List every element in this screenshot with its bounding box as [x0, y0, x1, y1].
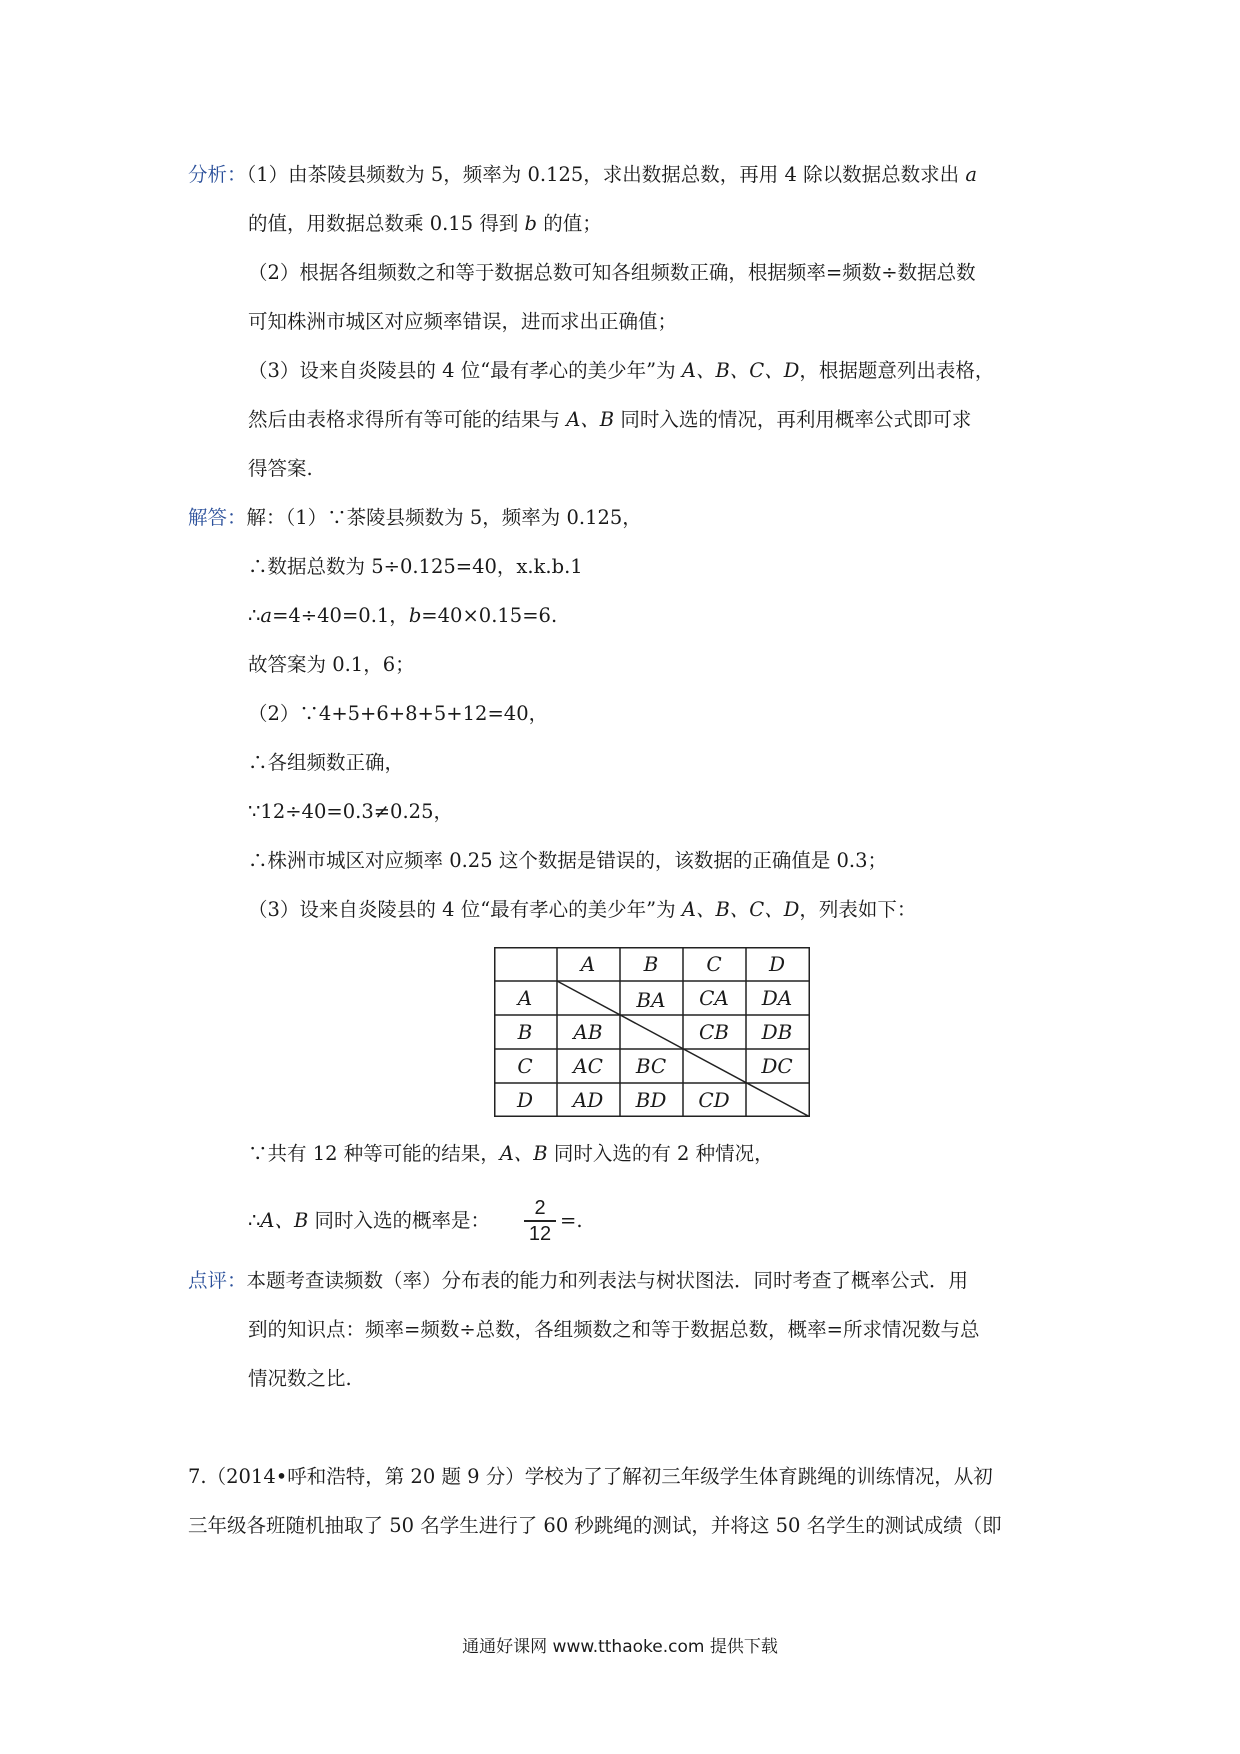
analysis-line-1: 分析：（1）由茶陵县频数为 5，频率为 0.125，求出数据总数，再用 4 除以数据总数求出 a [188, 163, 977, 186]
table-cell: BA [636, 988, 666, 1012]
outcome-table [494, 947, 810, 1117]
solution-label: 解答： [188, 506, 247, 529]
analysis-label: 分析： [188, 163, 247, 186]
analysis-line-3: （2）根据各组频数之和等于数据总数可知各组频数正确，根据频率=频数÷数据总数 [248, 261, 976, 284]
table-cell: DA [761, 986, 793, 1010]
analysis-line-5: （3）设来自炎陵县的 4 位“最有孝心的美少年”为 A、B、C、D，根据题意列出表格， [248, 359, 995, 382]
solution-line-2: ∴数据总数为 5÷0.125=40，x.k.b.1 [248, 555, 583, 578]
solution-line-9: （3）设来自炎陵县的 4 位“最有孝心的美少年”为 A、B、C、D，列表如下： [248, 898, 917, 921]
table-cell: CA [699, 986, 729, 1010]
comment-line-2: 到的知识点：频率=频数÷总数，各组频数之和等于数据总数，概率=所求情况数与总 [248, 1318, 980, 1341]
solution-line-10: ∵共有 12 种等可能的结果，A、B 同时入选的有 2 种情况， [248, 1142, 774, 1165]
solution-line-4: 故答案为 0.1，6； [248, 653, 415, 676]
page-footer: 通通好课网 www.tthaoke.com 提供下载 [462, 1637, 778, 1657]
table-cell: DB [761, 1020, 793, 1044]
solution-line-7: ∵12÷40=0.3≠0.25， [248, 800, 453, 823]
solution-line-3: ∴a=4÷40=0.1，b=40×0.15=6. [248, 604, 558, 627]
comment-label: 点评： [188, 1269, 247, 1292]
table-cell: AC [573, 1054, 603, 1078]
table-cell: AD [572, 1088, 604, 1112]
table-cell: BD [635, 1088, 667, 1112]
table-cell: CB [699, 1020, 729, 1044]
table-cell: BC [635, 1054, 667, 1078]
table-header-cell: D [768, 952, 786, 976]
table-header-cell: B [643, 952, 659, 976]
table-cell: AB [573, 1020, 603, 1044]
problem-7-line-2: 三年级各班随机抽取了 50 名学生进行了 60 秒跳绳的测试，并将这 50 名学生的测试成绩（即 [188, 1514, 1002, 1537]
table-header-cell: C [706, 952, 722, 976]
solution-line-6: ∴各组频数正确， [248, 751, 405, 774]
solution-line-5: （2）∵4+5+6+8+5+12=40， [248, 702, 549, 725]
analysis-line-2: 的值，用数据总数乘 0.15 得到 b 的值； [248, 212, 602, 235]
problem-7-line-1: 7.（2014•呼和浩特，第 20 题 9 分）学校为了了解初三年级学生体育跳绳的训练情况，从初 [188, 1465, 993, 1488]
solution-line-11: ∴A、B 同时入选的概率是： [248, 1209, 491, 1232]
fraction-suffix: =. [560, 1209, 583, 1232]
table-cell: CD [698, 1088, 730, 1112]
comment-line-1: 点评：本题考查读频数（率）分布表的能力和列表法与树状图法．同时考查了概率公式．用 [188, 1269, 969, 1292]
analysis-line-6: 然后由表格求得所有等可能的结果与 A、B 同时入选的情况，再利用概率公式即可求 [248, 408, 972, 431]
solution-line-8: ∴株洲市城区对应频率 0.25 这个数据是错误的，该数据的正确值是 0.3； [248, 849, 888, 872]
table-row-label: A [517, 986, 533, 1010]
analysis-line-4: 可知株洲市城区对应频率错误，进而求出正确值； [248, 310, 678, 333]
comment-line-3: 情况数之比. [248, 1367, 352, 1390]
fraction-numerator: 2 [534, 1197, 546, 1219]
fraction-denominator: 12 [528, 1222, 552, 1245]
table-row-label: C [517, 1054, 533, 1078]
analysis-line-7: 得答案. [248, 457, 313, 480]
probability-fraction [522, 1197, 558, 1245]
solution-line-1: 解答：解：（1）∵茶陵县频数为 5，频率为 0.125， [188, 506, 642, 529]
table-row-label: D [516, 1088, 534, 1112]
table-row-label: B [517, 1020, 533, 1044]
table-cell: DC [761, 1054, 793, 1078]
table-header-cell: A [580, 952, 596, 976]
fraction-bar [524, 1220, 556, 1222]
